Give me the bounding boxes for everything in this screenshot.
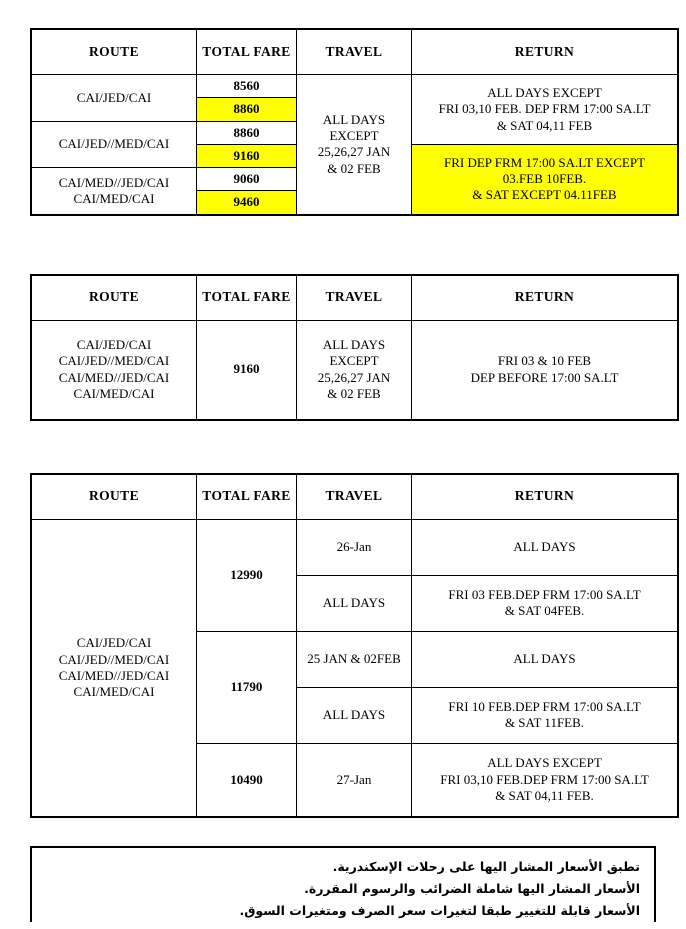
note-line-1: تطبق الأسعار المشار اليها على رحلات الإسكندرية. <box>332 859 640 874</box>
header-return: RETURN <box>412 29 679 75</box>
return-cell <box>412 631 679 687</box>
return-line: & SAT 04,11 FEB <box>496 117 593 133</box>
travel-line: & 02 FEB <box>327 160 381 176</box>
fare-cell-3: 8860 <box>197 121 297 144</box>
fare-cell-6-highlighted: 9460 <box>197 191 297 215</box>
header-travel: TRAVEL <box>297 474 412 520</box>
return-cell <box>412 575 679 631</box>
header-total-fare-label: TOTAL FARE <box>202 43 291 59</box>
return-line: & SAT 04,11 FEB. <box>495 787 594 803</box>
return-line: & SAT 04FEB. <box>504 603 585 618</box>
header-route: ROUTE <box>31 474 197 520</box>
header-return: RETURN <box>412 275 679 321</box>
route-cell-3 <box>31 168 197 215</box>
return-line: & SAT 11FEB. <box>504 715 585 730</box>
travel-cell: 27-Jan <box>297 743 412 817</box>
return-cell <box>412 687 679 743</box>
return-cell-top <box>412 75 679 145</box>
route-cell-2: CAI/JED//MED/CAI <box>31 121 197 168</box>
return-line: & SAT EXCEPT 04.11FEB <box>472 187 617 203</box>
travel-line: ALL DAYS <box>322 111 386 127</box>
note-line-3: الأسعار قابلة للتغيير طبقا لتغيرات سعر الصرف ومتغيرات السوق. <box>239 902 640 918</box>
travel-line: EXCEPT <box>329 353 379 369</box>
return-line: ALL DAYS <box>513 538 576 554</box>
header-total-fare: TOTAL FARE <box>197 474 297 520</box>
return-line: ALL DAYS EXCEPT <box>487 85 602 100</box>
note-line-2: الأسعار المشار اليها شاملة الضرائب والرسوم المقررة. <box>304 880 640 896</box>
route-line: CAI/JED/CAI <box>76 635 152 651</box>
return-line: FRI 03,10 FEB. DEP FRM 17:00 SA.LT <box>438 101 651 117</box>
fare-cell: 12990 <box>197 519 297 631</box>
route-line: CAI/JED/CAI <box>76 337 152 352</box>
header-total-fare <box>197 29 297 75</box>
header-route: ROUTE <box>31 29 197 75</box>
travel-line: 25,26,27 JAN <box>317 144 391 160</box>
fare-cell-2-highlighted: 8860 <box>197 98 297 121</box>
header-return: RETURN <box>412 474 679 520</box>
route-line: CAI/JED//MED/CAI <box>58 651 170 667</box>
travel-line: & 02 FEB <box>327 385 381 401</box>
route-line: CAI/MED//JED/CAI <box>58 369 170 385</box>
fare-table-2 <box>30 274 679 421</box>
route-cell <box>31 320 197 420</box>
route-line: CAI/JED//MED/CAI <box>58 353 170 369</box>
fare-table-3 <box>30 473 679 819</box>
travel-cell: ALL DAYS <box>297 687 412 743</box>
return-line: FRI 10 FEB.DEP FRM 17:00 SA.LT <box>448 698 641 714</box>
header-total-fare: TOTAL FARE <box>197 275 297 321</box>
return-line: FRI 03 FEB.DEP FRM 17:00 SA.LT <box>448 586 641 602</box>
return-cell <box>412 320 679 420</box>
travel-cell <box>297 320 412 420</box>
travel-line: EXCEPT <box>329 128 379 143</box>
return-line: FRI 03 & 10 FEB <box>497 353 592 369</box>
table-row <box>31 519 678 575</box>
fare-cell-4-highlighted: 9160 <box>197 144 297 167</box>
route-cell-1: CAI/JED/CAI <box>31 75 197 122</box>
return-cell-bottom-highlighted <box>412 144 679 214</box>
fare-cell: 10490 <box>197 743 297 817</box>
fare-cell-5: 9060 <box>197 168 297 191</box>
travel-line: ALL DAYS <box>322 337 386 352</box>
route-line: CAI/MED/CAI <box>73 190 155 206</box>
fare-cell-1: 8560 <box>197 75 297 98</box>
return-line: FRI 03,10 FEB.DEP FRM 17:00 SA.LT <box>440 771 649 787</box>
return-line: ALL DAYS EXCEPT <box>487 755 602 771</box>
header-travel: TRAVEL <box>297 275 412 321</box>
return-line: ALL DAYS <box>513 650 576 666</box>
table-row <box>31 320 678 420</box>
header-travel: TRAVEL <box>297 29 412 75</box>
route-cell <box>31 519 197 817</box>
route-line: CAI/MED/CAI <box>73 684 155 699</box>
travel-cell-1 <box>297 75 412 215</box>
fare-cell: 11790 <box>197 631 297 743</box>
table-header-row <box>31 29 678 75</box>
travel-cell: 25 JAN & 02FEB <box>297 631 412 687</box>
fare-cell: 9160 <box>197 320 297 420</box>
return-line: FRI DEP FRM 17:00 SA.LT EXCEPT <box>443 154 646 170</box>
header-route: ROUTE <box>31 275 197 321</box>
table-row <box>31 75 678 98</box>
route-line: CAI/MED//JED/CAI <box>58 667 170 683</box>
return-cell <box>412 519 679 575</box>
travel-line: 25,26,27 JAN <box>317 369 391 385</box>
table-header-row <box>31 275 678 321</box>
return-line: DEP BEFORE 17:00 SA.LT <box>470 369 619 385</box>
travel-cell: ALL DAYS <box>297 575 412 631</box>
return-line: 03.FEB 10FEB. <box>502 171 587 186</box>
table-header-row <box>31 474 678 520</box>
route-line: CAI/MED//JED/CAI <box>58 174 170 190</box>
fare-table-1 <box>30 28 679 216</box>
notes-box <box>30 846 656 922</box>
travel-cell: 26-Jan <box>297 519 412 575</box>
route-line: CAI/MED/CAI <box>73 385 155 401</box>
return-cell <box>412 743 679 817</box>
